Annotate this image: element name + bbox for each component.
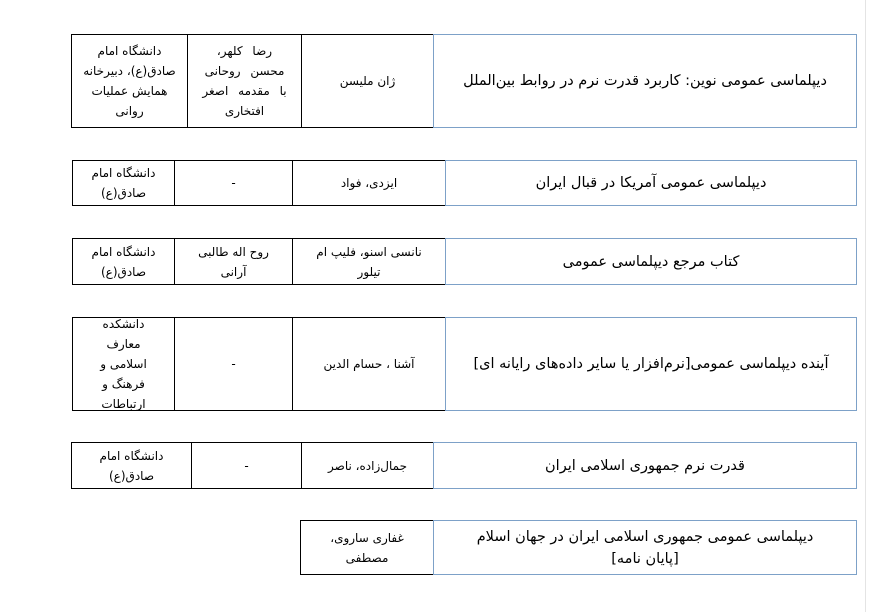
- book-title: دیپلماسی عمومی جمهوری اسلامی ایران در جهان اسلام [پایان نامه]: [433, 520, 857, 575]
- book-author: آشنا ، حسام الدین: [292, 317, 445, 411]
- book-title: دیپلماسی عمومی آمریکا در قبال ایران: [445, 160, 857, 206]
- book-author: ژان ملیسن: [301, 34, 433, 128]
- book-publisher: دانشگاه امام صادق(ع)، دبیرخانه همایش عملیات روانی: [71, 34, 187, 128]
- book-author: جمال‌زاده، ناصر: [301, 442, 433, 489]
- book-publisher: دانشگاه امام صادق(ع): [71, 442, 191, 489]
- page-edge-line: [865, 0, 866, 612]
- book-publisher: دانشگاه امام صادق(ع): [72, 160, 174, 206]
- book-title: آینده دیپلماسی عمومی[نرم‌افزار یا سایر داده‌های رایانه ای]: [445, 317, 857, 411]
- book-title: دیپلماسی عمومی نوین: کاربرد قدرت نرم در روابط بین‌الملل: [433, 34, 857, 128]
- book-translator: روح اله طالبی آرانی: [174, 238, 292, 285]
- book-translator: رضا کلهر، محسن روحانی با مقدمه اصغر افتخاری: [187, 34, 301, 128]
- book-author: نانسی اسنو، فلیپ ام تیلور: [292, 238, 445, 285]
- book-translator: -: [191, 442, 301, 489]
- book-publisher: دانشکده معارف اسلامی و فرهنگ و ارتباطات: [72, 317, 174, 411]
- book-translator: -: [174, 317, 292, 411]
- book-title: قدرت نرم جمهوری اسلامی ایران: [433, 442, 857, 489]
- book-author: ایزدی، فواد: [292, 160, 445, 206]
- book-title: کتاب مرجع دیپلماسی عمومی: [445, 238, 857, 285]
- book-publisher: دانشگاه امام صادق(ع): [72, 238, 174, 285]
- book-author: غفاری ساروی، مصطفی: [300, 520, 433, 575]
- book-translator: -: [174, 160, 292, 206]
